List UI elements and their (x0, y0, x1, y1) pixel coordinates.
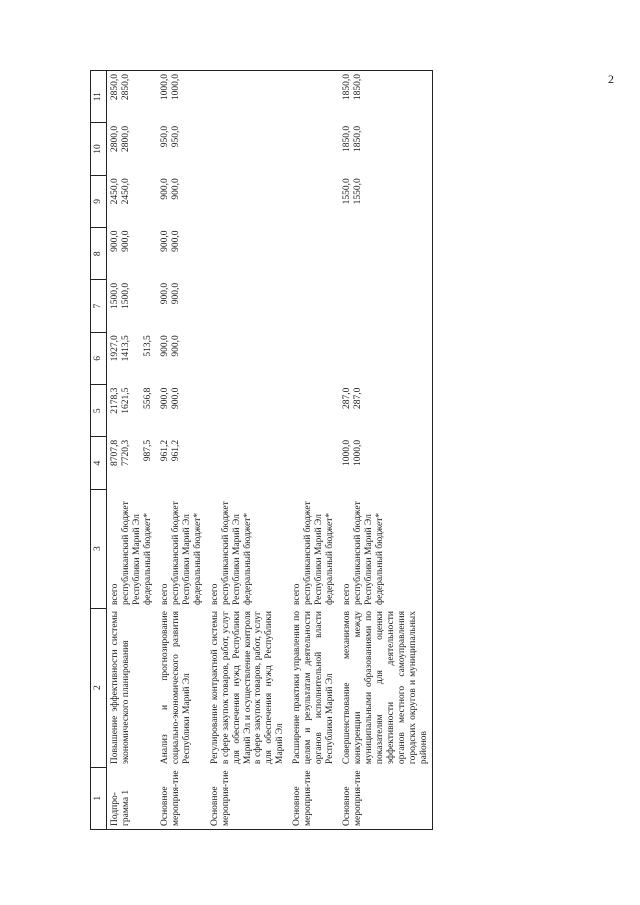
row-name-cell: Анализ и прогнозирование социально-экономического развития Республики Марий Эл (159, 611, 192, 765)
value: 900,0 (120, 230, 131, 252)
value (342, 231, 353, 277)
row-name-cell: Совершенствование механизмов конкуренции между муниципальными образованиями по показателям для оценки эффективности деятельности органов местного самоуправления городских округов и муниципальных районов (339, 608, 433, 767)
value-cell (289, 175, 339, 227)
value-cell (106, 332, 157, 384)
value: 950,0 (170, 125, 181, 148)
budget-table (90, 70, 433, 830)
value: 900,0 (159, 230, 170, 252)
value: 961,2 (170, 439, 181, 462)
table-row (339, 71, 433, 830)
value: 1927,0 (109, 335, 120, 362)
value-cell (339, 280, 433, 332)
column-header: 3 (91, 489, 107, 608)
row-name-cell: Повышение эффективности системы экономического планирования (109, 611, 131, 765)
funding-sources-cell (339, 489, 433, 608)
value (143, 231, 154, 277)
funding-source: республиканский бюджет Республики Марий Эл (220, 501, 242, 606)
value: 900,0 (170, 230, 181, 252)
value-cell (157, 332, 207, 384)
value (143, 283, 154, 329)
funding-source: всего (292, 583, 303, 606)
value-cell (339, 332, 433, 384)
value-cell (289, 228, 339, 280)
funding-sources-cell (157, 489, 207, 608)
row-name-cell: Регулирование контрактной системы в сфере закупок товаров, работ, услуг для обеспечения нужд Республики Марий Эл и осуществление контроля в сфере закупок товаров, работ, услуг для обеспечения нужд Республики Марий Эл (209, 611, 286, 765)
row-name-cell: Расширение практики управления по целям и результатам деятельности органов исполнительной власти Республики Марий Эл (292, 611, 335, 765)
funding-source: всего (109, 583, 120, 606)
value: 1000,0 (342, 439, 353, 467)
value: 900,0 (109, 230, 120, 252)
value-cell (207, 175, 289, 227)
value (132, 126, 143, 172)
header-row (91, 71, 107, 830)
column-header: 11 (91, 71, 107, 123)
value-cell (157, 71, 207, 123)
funding-source: федеральный бюджет* (142, 512, 153, 606)
value: 2450,0 (109, 178, 120, 205)
value-cell (207, 385, 289, 437)
value (342, 335, 353, 381)
value: 556,8 (142, 387, 153, 409)
row-type-cell: Подпро-грамма 1 (106, 767, 157, 829)
value-cell (289, 385, 339, 437)
value-cell (106, 280, 157, 332)
value-cell (207, 71, 289, 123)
value-cell (106, 385, 157, 437)
value: 1850,0 (353, 125, 364, 152)
funding-source: республиканский бюджет Республики Марий Эл (170, 501, 192, 606)
column-header: 4 (91, 437, 107, 489)
value (132, 283, 143, 329)
value: 2178,3 (109, 387, 120, 414)
value-cell (106, 437, 157, 489)
funding-source: федеральный бюджет* (374, 512, 385, 606)
value-cell (339, 385, 433, 437)
table-row (207, 71, 289, 830)
value-cell (106, 123, 157, 175)
row-type-cell: Основное мероприя-тие (207, 767, 289, 829)
value: 900,0 (170, 387, 181, 409)
funding-source: федеральный бюджет* (192, 512, 203, 606)
value-cell (289, 437, 339, 489)
value-cell (339, 71, 433, 123)
value-cell (289, 332, 339, 384)
funding-source: федеральный бюджет* (325, 512, 336, 606)
value-cell (157, 385, 207, 437)
funding-source: республиканский бюджет Республики Марий Эл (303, 501, 325, 606)
value-cell (207, 228, 289, 280)
column-header: 5 (91, 385, 107, 437)
value-cell (207, 280, 289, 332)
funding-sources-cell (106, 489, 157, 608)
value-cell (157, 280, 207, 332)
funding-source: республиканский бюджет Республики Марий Эл (120, 501, 142, 606)
value-cell (207, 332, 289, 384)
value (143, 74, 154, 120)
value: 900,0 (159, 387, 170, 409)
value (353, 283, 364, 329)
value: 1850,0 (342, 125, 353, 152)
value (143, 126, 154, 172)
value-cell (106, 71, 157, 123)
value: 8707,8 (109, 439, 120, 467)
value: 2450,0 (120, 178, 131, 205)
column-header: 9 (91, 175, 107, 227)
value: 1850,0 (353, 74, 364, 101)
value-cell (339, 175, 433, 227)
value: 900,0 (170, 178, 181, 200)
value-cell (157, 123, 207, 175)
column-header: 6 (91, 332, 107, 384)
column-header: 8 (91, 228, 107, 280)
value: 2800,0 (109, 125, 120, 152)
column-header: 1 (91, 767, 107, 829)
value (132, 335, 143, 381)
value: 900,0 (159, 335, 170, 357)
value: 1621,5 (120, 387, 131, 414)
value: 1550,0 (342, 178, 353, 205)
value (143, 178, 154, 224)
value (132, 178, 143, 224)
value: 2850,0 (120, 74, 131, 101)
value: 900,0 (159, 178, 170, 200)
value: 1000,0 (353, 439, 364, 467)
value-cell (106, 175, 157, 227)
page-number: 2 (608, 72, 614, 86)
value: 961,2 (159, 439, 170, 462)
table-body (106, 71, 433, 830)
value: 1000,0 (170, 74, 181, 101)
value-cell (157, 175, 207, 227)
rotated-table-wrapper (90, 70, 610, 830)
value: 1000,0 (159, 74, 170, 101)
value: 287,0 (353, 387, 364, 409)
value-cell (289, 71, 339, 123)
value (132, 231, 143, 277)
value: 900,0 (159, 282, 170, 305)
value (342, 283, 353, 329)
value-cell (289, 280, 339, 332)
table-row (106, 71, 157, 830)
value: 2850,0 (109, 74, 120, 101)
value: 1550,0 (353, 178, 364, 205)
value: 950,0 (159, 125, 170, 148)
value-cell (207, 123, 289, 175)
value (132, 388, 143, 434)
value: 513,5 (142, 335, 153, 357)
value-cell (339, 123, 433, 175)
row-type-cell: Основное мероприя-тие (289, 767, 339, 829)
value: 1500,0 (120, 282, 131, 310)
value-cell (339, 437, 433, 489)
value (132, 440, 143, 486)
column-header: 7 (91, 280, 107, 332)
value-cell (106, 228, 157, 280)
funding-source: всего (209, 583, 220, 606)
funding-source: всего (342, 583, 353, 606)
value: 1500,0 (109, 282, 120, 310)
value (353, 231, 364, 277)
value: 900,0 (170, 282, 181, 305)
funding-sources-cell (207, 489, 289, 608)
value: 2800,0 (120, 125, 131, 152)
funding-source: республиканский бюджет Республики Марий Эл (353, 501, 374, 606)
value-cell (289, 123, 339, 175)
column-header: 2 (91, 608, 107, 767)
value (353, 335, 364, 381)
value-cell (157, 437, 207, 489)
table-row (289, 71, 339, 830)
row-type-cell: Основное мероприя-тие (157, 767, 207, 829)
table-row (157, 71, 207, 830)
value-cell (339, 228, 433, 280)
column-header: 10 (91, 123, 107, 175)
value: 1850,0 (342, 74, 353, 101)
funding-sources-cell (289, 489, 339, 608)
value-cell (207, 437, 289, 489)
value: 287,0 (342, 387, 353, 409)
value: 900,0 (170, 335, 181, 357)
value: 1413,5 (120, 335, 131, 362)
value: 7720,3 (120, 439, 131, 467)
value: 987,5 (142, 439, 153, 462)
row-type-cell: Основное мероприя-тие (339, 767, 433, 829)
funding-source: федеральный бюджет* (242, 512, 253, 606)
value (132, 74, 143, 120)
value-cell (157, 228, 207, 280)
funding-source: всего (159, 583, 170, 606)
